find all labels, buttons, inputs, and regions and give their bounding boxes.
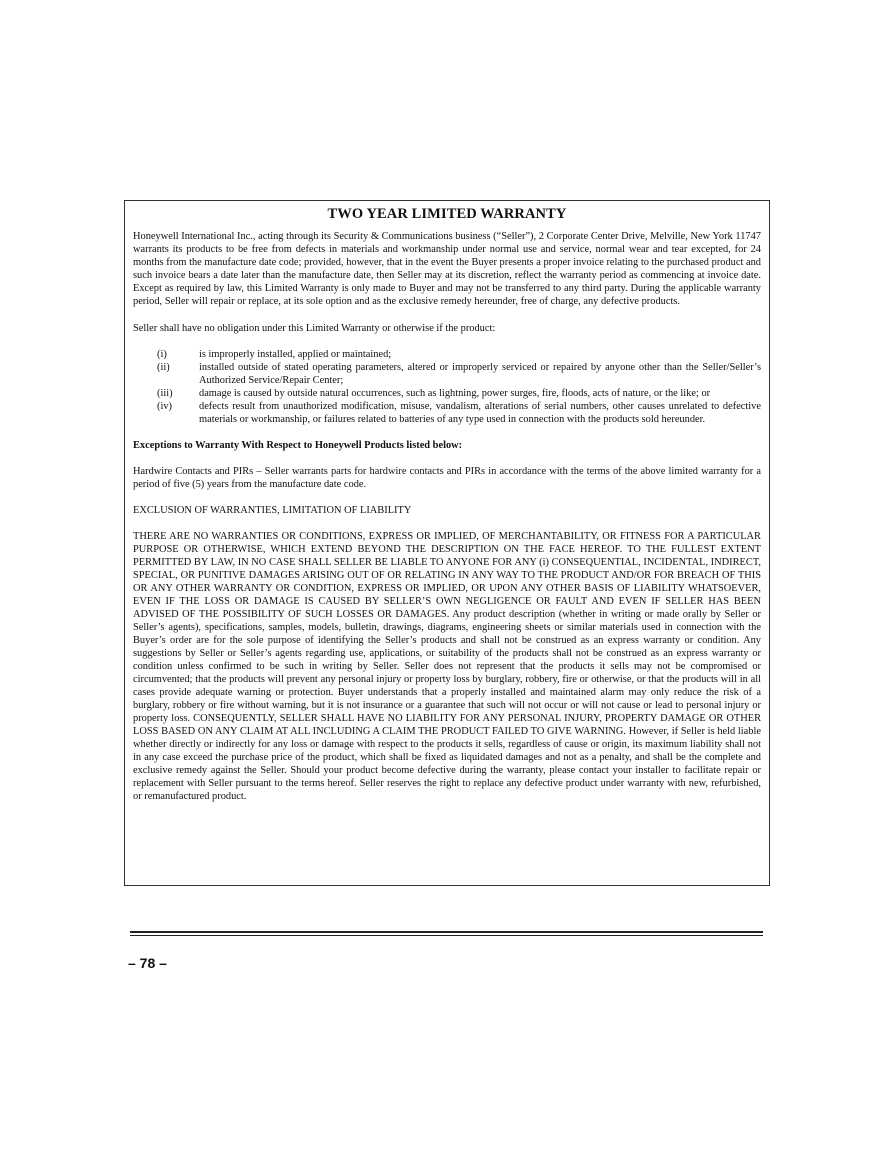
warranty-intro-paragraph: Honeywell International Inc., acting through its Security & Communications business (“Seller”), 2 Corporate Center Drive, Melville, New York 11747 warrants its products to be free from defects in materials and workmanship under normal use and service, normal wear and tear excepted, for 24 months from the manufacture date code; provided, however, that in the event the Buyer presents a proper invoice relating to the purchased product and such invoice bears a date later than the manufacture date, then Seller may at its discretion, reflect the warranty period as commencing at invoice date. Except as required by law, this Limited Warranty is only made to Buyer and may not be transferred to any third party. During the applicable warranty period, Seller will repair or replace, at its sole option and as the exclusive remedy hereunder, free of charge, any defective products.	[133, 231, 761, 307]
exceptions-heading: Exceptions to Warranty With Respect to Honeywell Products listed below:	[133, 440, 463, 451]
exceptions-paragraph: Hardwire Contacts and PIRs – Seller warrants parts for hardwire contacts and PIRs in accordance with the terms of the above limited warranty for a period of five (5) years from the manufacture date code.	[133, 466, 761, 490]
condition-text: is improperly installed, applied or maintained;	[199, 349, 392, 360]
conditions-list	[133, 348, 761, 426]
warranty-box	[124, 200, 770, 886]
footer-divider	[130, 931, 763, 936]
condition-number: (iii)	[157, 388, 173, 399]
condition-number: (iv)	[157, 401, 173, 412]
condition-item	[157, 348, 761, 361]
condition-text: damage is caused by outside natural occurrences, such as lightning, power surges, fire, floods, acts of nature, or the like; or	[199, 388, 711, 399]
condition-item	[157, 387, 761, 400]
condition-text: installed outside of stated operating parameters, altered or improperly serviced or repaired by anyone other than the Seller/Seller’s Authorized Service/Repair Center;	[199, 362, 761, 386]
condition-number: (i)	[157, 349, 167, 360]
condition-item	[157, 361, 761, 387]
page-number: – 78 –	[128, 955, 167, 971]
exclusion-heading: EXCLUSION OF WARRANTIES, LIMITATION OF LIABILITY	[133, 505, 412, 516]
condition-number: (ii)	[157, 362, 170, 373]
no-obligation-paragraph: Seller shall have no obligation under this Limited Warranty or otherwise if the product:	[133, 323, 496, 334]
exclusion-paragraph: THERE ARE NO WARRANTIES OR CONDITIONS, EXPRESS OR IMPLIED, OF MERCHANTABILITY, OR FITNESS FOR A PARTICULAR PURPOSE OR OTHERWISE, WHICH EXTEND BEYOND THE DESCRIPTION ON THE FACE HEREOF. TO THE FULLEST EXTENT PERMITTED BY LAW, IN NO CASE SHALL SELLER BE LIABLE TO ANYONE FOR ANY (i) CONSEQUENTIAL, INCIDENTAL, INDIRECT, SPECIAL, OR PUNITIVE DAMAGES ARISING OUT OF OR RELATING IN ANY WAY TO THE PRODUCT AND/OR FOR BREACH OF THIS OR ANY OTHER WARRANTY OR CONDITION, EXPRESS OR IMPLIED, OR UPON ANY OTHER BASIS OF LIABILITY WHATSOEVER, EVEN IF THE LOSS OR DAMAGE IS CAUSED BY SELLER’S OWN NEGLIGENCE OR FAULT AND EVEN IF SELLER HAS BEEN ADVISED OF THE POSSIBILITY OF SUCH LOSSES OR DAMAGES. Any product description (whether in writing or made orally by Seller or Seller’s agents), specifications, samples, models, bulletin, drawings, diagrams, engineering sheets or similar materials used in connection with the Buyer’s order are for the sole purpose of identifying the Seller’s products and shall not be construed as an express warranty or condition. Any suggestions by Seller or Seller’s agents regarding use, applications, or suitability of the products shall not be construed as an express warranty or condition unless confirmed to be such in writing by Seller. Seller does not represent that the products it sells may not be compromised or circumvented; that the products will prevent any personal injury or property loss by burglary, robbery, fire or otherwise, or that the products will in all cases provide adequate warning or protection. Buyer understands that a properly installed and maintained alarm may only reduce the risk of a burglary, robbery or fire without warning, but it is not insurance or a guarantee that such will not occur or will not cause or lead to personal injury or property loss. CONSEQUENTLY, SELLER SHALL HAVE NO LIABILITY FOR ANY PERSONAL INJURY, PROPERTY DAMAGE OR OTHER LOSS BASED ON ANY CLAIM AT ALL INCLUDING A CLAIM THE PRODUCT FAILED TO GIVE WARNING. However, if Seller is held liable whether directly or indirectly for any loss or damage with respect to the products it sells, regardless of cause or origin, its maximum liability shall not in any case exceed the purchase price of the product, which shall be fixed as liquidated damages and not as a penalty, and shall be the complete and exclusive remedy against the Seller. Should your product become defective during the warranty, please contact your installer to facilitate repair or replacement with Seller pursuant to the terms hereof. Seller reserves the right to replace any defective product under warranty with new, refurbished, or remanufactured product.	[133, 531, 761, 802]
condition-item	[157, 400, 761, 426]
warranty-title: TWO YEAR LIMITED WARRANTY	[327, 206, 567, 222]
condition-text: defects result from unauthorized modification, misuse, vandalism, alterations of serial numbers, other causes unrelated to defective materials or workmanship, or failures related to batteries of any type used in connection with the products sold hereunder.	[199, 401, 761, 425]
